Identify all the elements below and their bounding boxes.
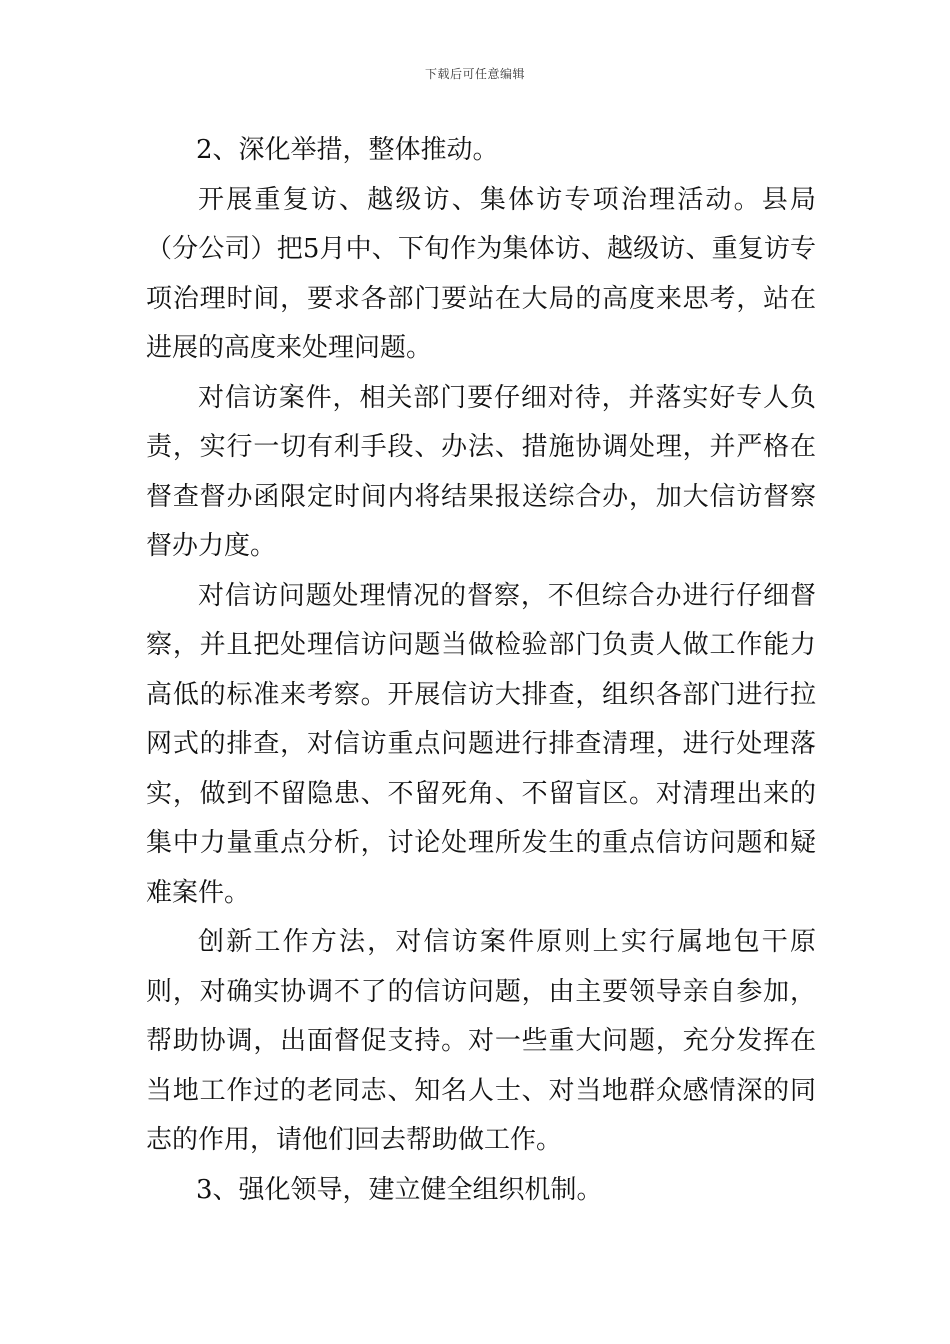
section-heading-2: 2、深化举措，整体推动。	[196, 135, 499, 165]
document-body	[146, 126, 816, 1215]
paragraph-work-methods: 创新工作方法，对信访案件原则上实行属地包干原则，对确实协调不了的信访问题，由主要领导亲自参加，帮助协调，出面督促支持。对一些重大问题，充分发挥在当地工作过的老同志、知名人士、对当地群众感情深的同志的作用，请他们回去帮助做工作。	[146, 927, 816, 1155]
section-heading-3: 3、强化领导，建立健全组织机制。	[196, 1174, 603, 1205]
paragraph-case-handling: 对信访案件，相关部门要仔细对待，并落实好专人负责，实行一切有利手段、办法、措施协调处理，并严格在督查督办函限定时间内将结果报送综合办，加大信访督察督办力度。	[146, 382, 816, 561]
paragraph-special-campaign: 开展重复访、越级访、集体访专项治理活动。县局（分公司）把5月中、下旬作为集体访、越级访、重复访专项治理时间，要求各部门要站在大局的高度来思考，站在进展的高度来处理问题。	[146, 184, 816, 363]
page-header: 下载后可任意编辑	[424, 67, 525, 81]
paragraph-supervision: 对信访问题处理情况的督察，不但综合办进行仔细督察，并且把处理信访问题当做检验部门负责人做工作能力高低的标准来考察。开展信访大排查，组织各部门进行拉网式的排查，对信访重点问题进行排查清理，进行处理落实，做到不留隐患、不留死角、不留盲区。对清理出来的集中力量重点分析，讨论处理所发生的重点信访问题和疑难案件。	[146, 580, 816, 908]
